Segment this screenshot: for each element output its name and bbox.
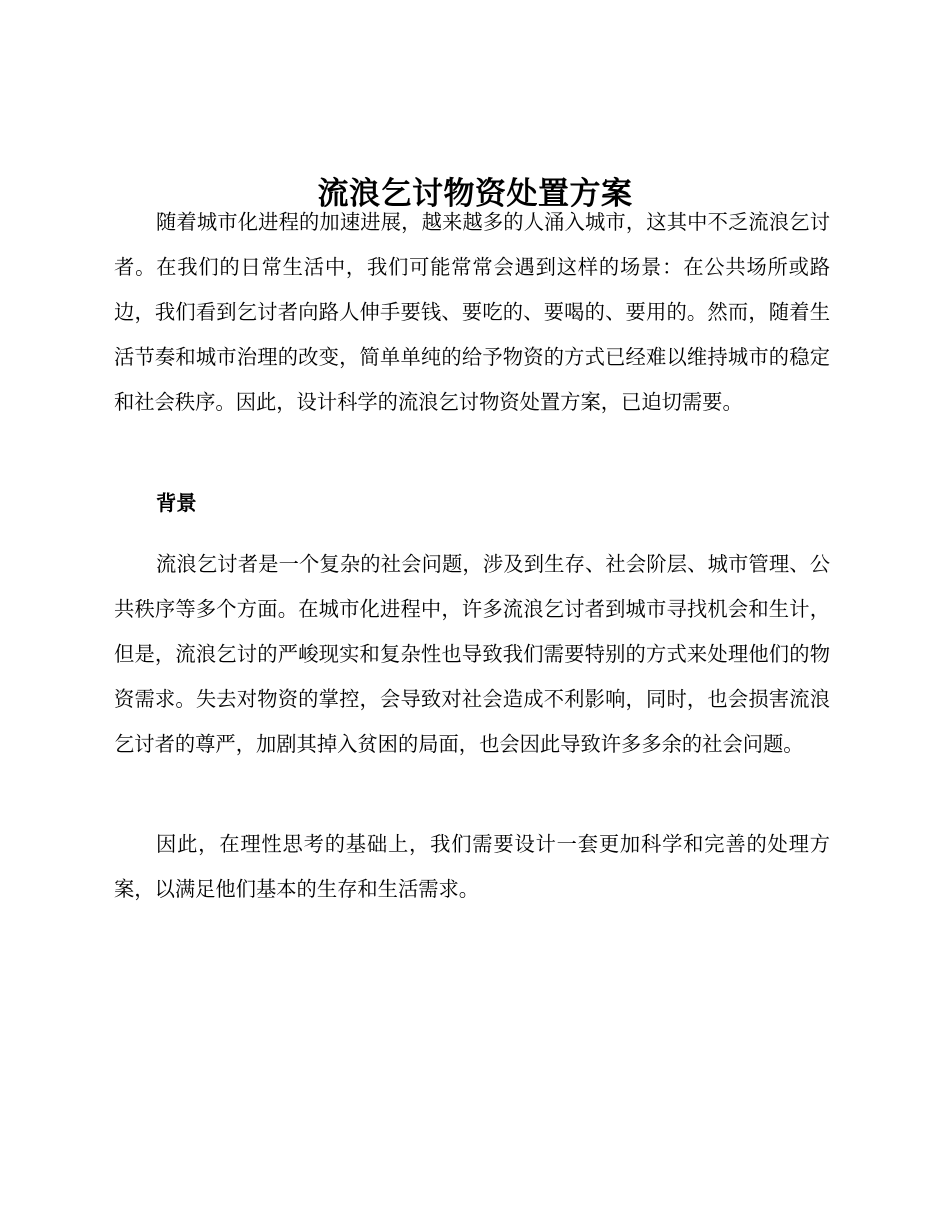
intro-paragraph: 随着城市化进程的加速进展，越来越多的人涌入城市，这其中不乏流浪乞讨者。在我们的日常生活中，我们可能常常会遇到这样的场景：在公共场所或路边，我们看到乞讨者向路人伸手要钱、要吃的、要喝的、要用的。然而，随着生活节奏和城市治理的改变，简单单纯的给予物资的方式已经难以维持城市的稳定和社会秩序。因此，设计科学的流浪乞讨物资处置方案，已迫切需要。 (114, 210, 830, 414)
background-paragraph: 流浪乞讨者是一个复杂的社会问题，涉及到生存、社会阶层、城市管理、公共秩序等多个方面。在城市化进程中，许多流浪乞讨者到城市寻找机会和生计，但是，流浪乞讨的严峻现实和复杂性也导致我们需要特别的方式来处理他们的物资需求。失去对物资的掌控，会导致对社会造成不利影响，同时，也会损害流浪乞讨者的尊严，加剧其掉入贫困的局面，也会因此导致许多多余的社会问题。 (114, 552, 830, 756)
conclusion-paragraph: 因此，在理性思考的基础上，我们需要设计一套更加科学和完善的处理方案，以满足他们基本的生存和生活需求。 (114, 832, 830, 901)
section-heading-background: 背景 (156, 491, 197, 515)
document-title: 流浪乞讨物资处置方案 (317, 175, 633, 212)
